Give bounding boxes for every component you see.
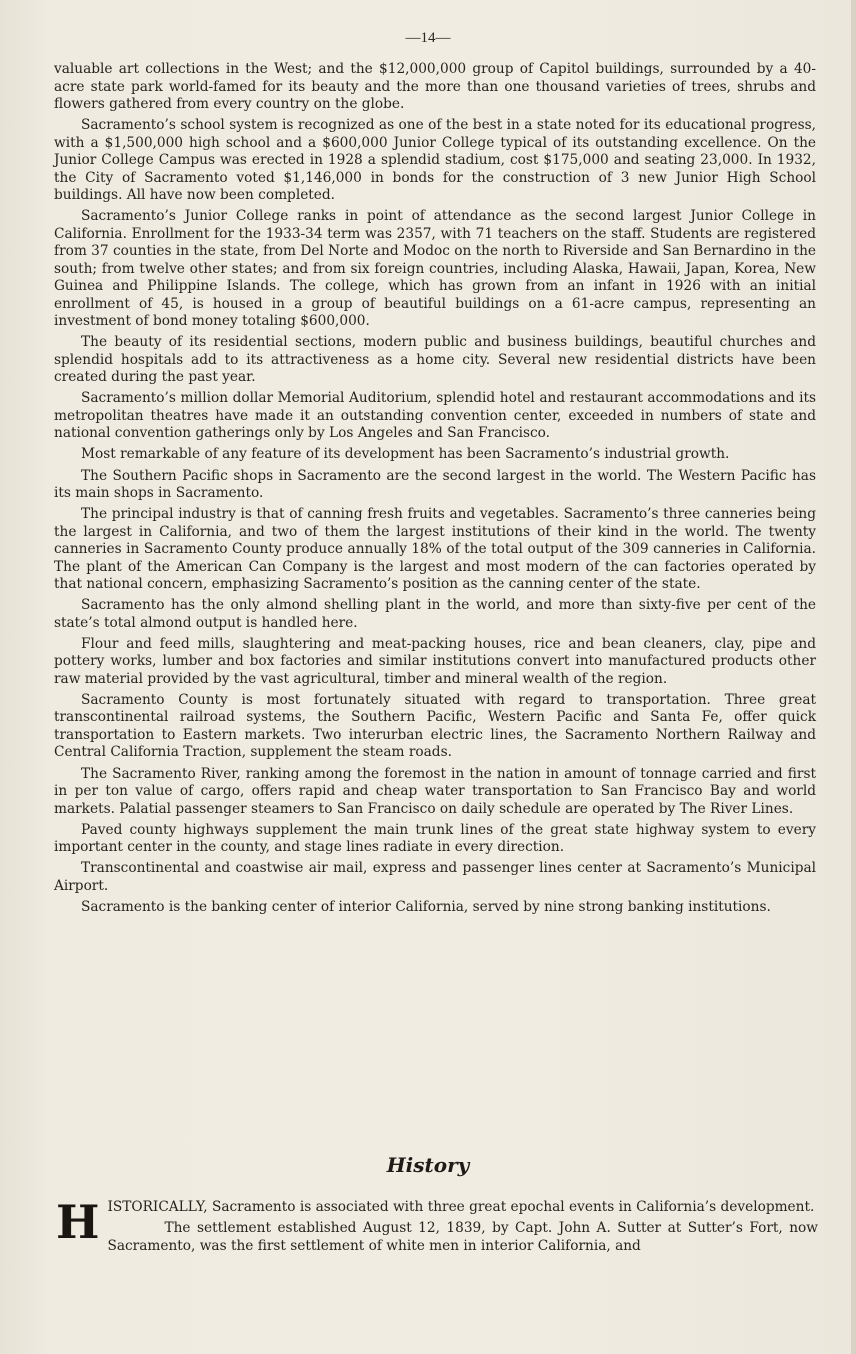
paragraph-mills: Flour and feed mills, slaughtering and meat-packing houses, rice and bean cleaners, clay, pipe and pottery works, lumber and box factories and similar institutions convert into manufactured products other raw material provided by the vast agricultural, timber and mineral wealth of the region. bbox=[54, 635, 816, 687]
history-paragraph-settlement: The settlement established August 12, 1839, by Capt. John A. Sutter at Sutter’s Fort, now Sacramento, was the first settlement of white men in interior California, and bbox=[107, 1220, 818, 1254]
history-paragraph-intro: ISTORICALLY, Sacramento is associated with three great epochal events in California’s development. bbox=[107, 1199, 815, 1215]
paragraph-transportation: Sacramento County is most fortunately situated with regard to transportation. Three great transcontinental railroad systems, the Southern Pacific, Western Pacific and Santa Fe, offer quick transportation to Eastern markets. Two interurban electric lines, the Sacramento Northern Railway and Central California Traction, supplement the steam roads. bbox=[54, 691, 816, 761]
drop-cap: H bbox=[56, 1195, 100, 1249]
page-edge bbox=[851, 0, 856, 1354]
paragraph-residential: The beauty of its residential sections, modern public and business buildings, beautiful churches and splendid hospitals add to its attractiveness as a home city. Several new residential districts have been created during the past year. bbox=[54, 334, 816, 386]
section-heading-history: History bbox=[386, 1153, 470, 1177]
paragraph-banking: Sacramento is the banking center of interior California, served by nine strong banking institutions. bbox=[81, 898, 771, 915]
paragraph-railroad-shops: The Southern Pacific shops in Sacramento are the second largest in the world. The Western Pacific has its main shops in Sacramento. bbox=[54, 467, 816, 502]
paragraph-canning: The principal industry is that of canning fresh fruits and vegetables. Sacramento’s three canneries being the largest in California, and two of them the largest institutions of their kind in the world. The twenty canneries in Sacramento County produce annually 18% of the total output of the 309 canneries in California. The plant of the American Can Company is the largest and most modern of the can factories operated by that national concern, emphasizing Sacramento’s position as the canning center of the state. bbox=[54, 506, 816, 593]
paragraph-industrial-growth: Most remarkable of any feature of its development has been Sacramento’s industrial growth. bbox=[81, 446, 730, 463]
paragraph-school-system: Sacramento’s school system is recognized as one of the best in a state noted for its educational progress, with a $1,500,000 high school and a $600,000 Junior College typical of its outstanding excellence. On the Junior College Campus was erected in 1928 a splendid stadium, cost $175,000 and seating 23,000. In 1932, the City of Sacramento voted $1,146,000 in bonds for the construction of 3 new Junior High School buildings. All have now been completed. bbox=[54, 117, 816, 204]
paragraph-junior-college: Sacramento’s Junior College ranks in point of attendance as the second largest Junior College in California. Enrollment for the 1933-34 term was 2357, with 71 teachers on the staff. Students are registered from 37 counties in the state, from Del Norte and Modoc on the north to Riverside and San Bernardino in the south; from twelve other states; and from six foreign countries, including Alaska, Hawaii, Japan, Korea, New Guinea and Philippine Islands. The college, which has grown from an infant in 1926 with an initial enrollment of 45, is housed in a group of beautiful buildings on a 61-acre campus, representing an investment of bond money totaling $600,000. bbox=[54, 208, 816, 330]
page-number: —14— bbox=[405, 30, 451, 46]
paragraph-auditorium: Sacramento’s million dollar Memorial Auditorium, splendid hotel and restaurant accommodations and its metropolitan theatres have made it an outstanding convention center, exceeded in numbers of state and national convention gatherings only by Los Angeles and San Francisco. bbox=[54, 390, 816, 442]
history-section bbox=[56, 1195, 818, 1259]
paragraph-highways: Paved county highways supplement the main trunk lines of the great state highway system to every important center in the county, and stage lines radiate in every direction. bbox=[54, 821, 816, 856]
body-text bbox=[54, 61, 816, 920]
paragraph-air-mail: Transcontinental and coastwise air mail, express and passenger lines center at Sacramento’s Municipal Airport. bbox=[54, 860, 816, 894]
paragraph-almond: Sacramento has the only almond shelling plant in the world, and more than sixty-five per cent of the state’s total almond output is handled here. bbox=[54, 597, 816, 631]
paragraph-river: The Sacramento River, ranking among the foremost in the nation in amount of tonnage carried and first in per ton value of cargo, offers rapid and cheap water transportation to San Francisco Bay and world markets. Palatial passenger steamers to San Francisco on daily schedule are operated by The River Lines. bbox=[54, 765, 816, 817]
paragraph-capitol: valuable art collections in the West; and the $12,000,000 group of Capitol buildings, surrounded by a 40-acre state park world-famed for its beauty and the more than one thousand varieties of trees, shrubs and flowers gathered from every country on the globe. bbox=[54, 61, 816, 112]
